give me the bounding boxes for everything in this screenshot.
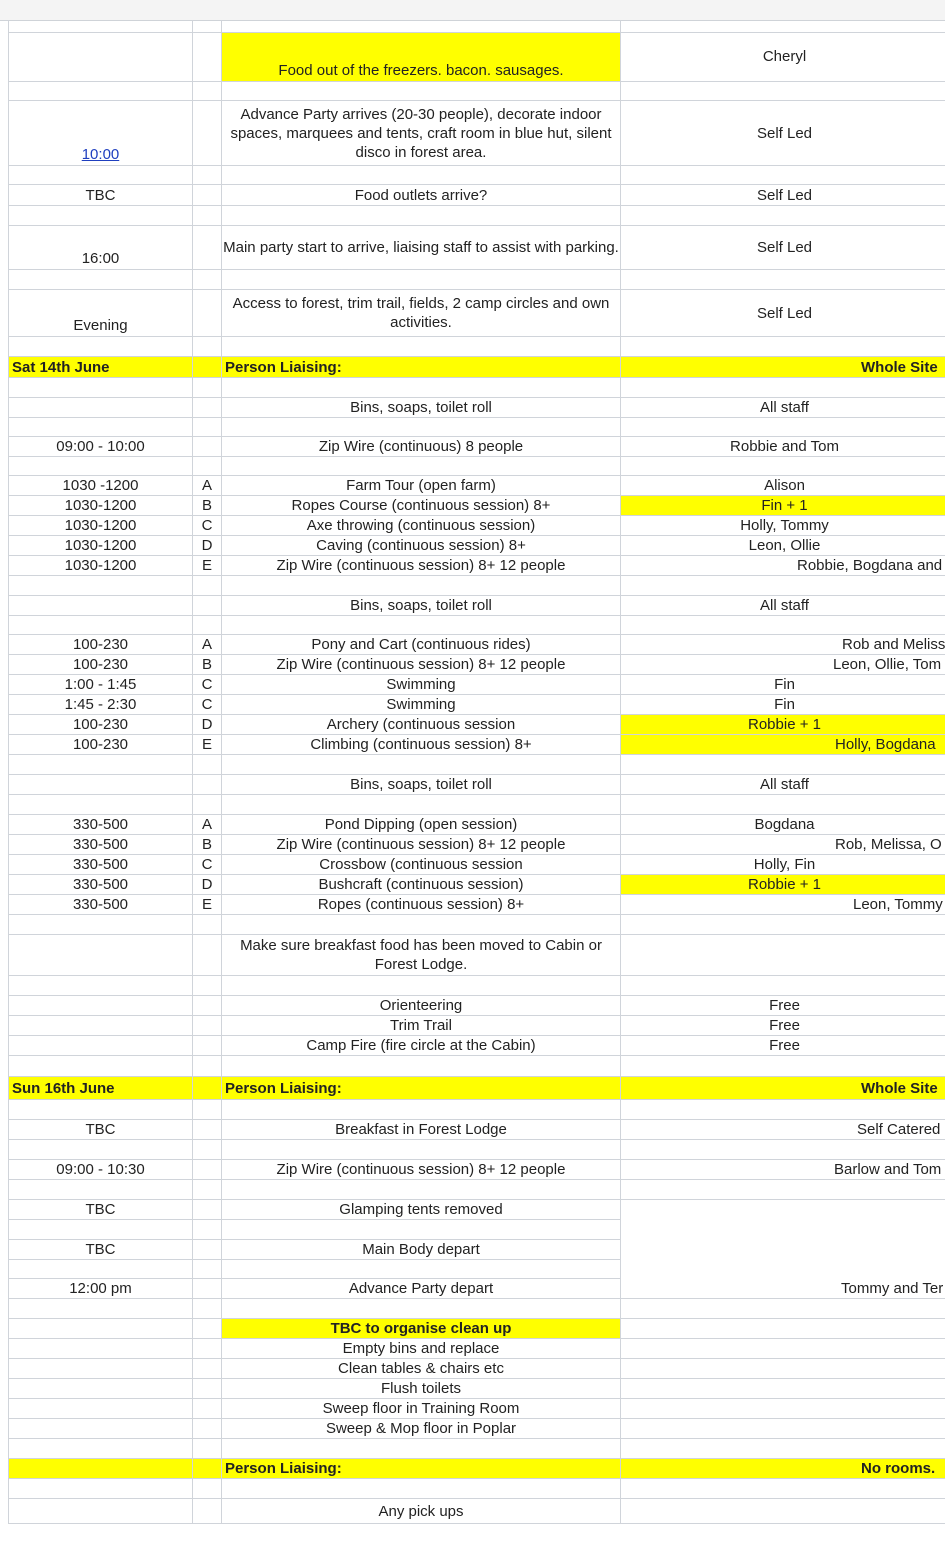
day-label[interactable]: Sat 14th June	[8, 357, 192, 378]
activity-cell[interactable]: Breakfast in Forest Lodge	[221, 1120, 620, 1140]
table-row[interactable]	[0, 935, 945, 976]
table-row[interactable]	[0, 1279, 945, 1299]
cleanup-task[interactable]: Clean tables & chairs etc	[221, 1359, 620, 1379]
time-cell[interactable]: 1030-1200	[8, 516, 192, 536]
group-code[interactable]: A	[192, 815, 221, 835]
table-row[interactable]	[0, 1036, 945, 1056]
staff-cell[interactable]: Holly, Fin	[620, 855, 945, 875]
table-row[interactable]	[0, 635, 945, 655]
spacer-row	[0, 1180, 945, 1200]
staff-cell[interactable]: Free	[620, 1036, 945, 1056]
table-row[interactable]	[0, 1160, 945, 1180]
day-header-row[interactable]	[0, 1077, 945, 1100]
activity-cell[interactable]: Swimming	[221, 675, 620, 695]
staff-cell[interactable]: Robbie, Bogdana and	[620, 556, 945, 576]
time-cell[interactable]: 330-500	[8, 815, 192, 835]
activity-cell[interactable]: Climbing (continuous session) 8+	[221, 735, 620, 755]
time-cell[interactable]: 330-500	[8, 875, 192, 895]
staff-cell[interactable]: Robbie and Tom	[620, 437, 945, 457]
time-cell[interactable]: 1:00 - 1:45	[8, 675, 192, 695]
table-row[interactable]	[0, 655, 945, 675]
liaison-value[interactable]: Whole Site	[620, 1077, 945, 1100]
table-row[interactable]	[0, 695, 945, 715]
activity-cell[interactable]: Advance Party depart	[221, 1279, 620, 1299]
staff-cell[interactable]: Self Led	[620, 290, 945, 337]
time-cell[interactable]: 330-500	[8, 835, 192, 855]
list-item[interactable]	[0, 1339, 945, 1359]
spacer-row	[0, 457, 945, 476]
spacer-row	[0, 1100, 945, 1120]
staff-cell[interactable]: Self Led	[620, 101, 945, 166]
time-cell[interactable]: 330-500	[8, 855, 192, 875]
table-row[interactable]	[0, 1240, 945, 1260]
table-row[interactable]	[0, 101, 945, 166]
staff-cell[interactable]: Robbie + 1	[620, 715, 945, 735]
table-row[interactable]	[0, 1499, 945, 1524]
group-code[interactable]: C	[192, 695, 221, 715]
time-cell[interactable]: 1:45 - 2:30	[8, 695, 192, 715]
cleanup-task[interactable]: Sweep floor in Training Room	[221, 1399, 620, 1419]
spacer-row	[0, 795, 945, 815]
staff-cell[interactable]: Holly, Tommy	[620, 516, 945, 536]
activity-cell[interactable]: Glamping tents removed	[221, 1200, 620, 1220]
staff-cell[interactable]: Leon, Ollie, Tom	[620, 655, 945, 675]
staff-cell[interactable]: All staff	[620, 398, 945, 418]
liaison-row[interactable]	[0, 1459, 945, 1479]
activity-cell[interactable]: Farm Tour (open farm)	[221, 476, 620, 496]
staff-cell[interactable]: Fin	[620, 695, 945, 715]
spacer-row	[0, 1260, 945, 1279]
list-item[interactable]	[0, 1399, 945, 1419]
group-code[interactable]: E	[192, 895, 221, 915]
spacer-row	[0, 337, 945, 357]
table-row[interactable]	[0, 715, 945, 735]
group-code[interactable]: C	[192, 516, 221, 536]
activity-cell[interactable]: Orienteering	[221, 996, 620, 1016]
staff-cell[interactable]: Free	[620, 1016, 945, 1036]
time-cell[interactable]: 1030-1200	[8, 496, 192, 516]
list-item[interactable]	[0, 1379, 945, 1399]
table-row[interactable]	[0, 835, 945, 855]
liaison-label[interactable]: Person Liaising:	[221, 1459, 620, 1479]
time-cell[interactable]: TBC	[8, 1240, 192, 1260]
table-row[interactable]	[0, 33, 945, 82]
spacer-row	[0, 166, 945, 185]
table-row[interactable]	[0, 675, 945, 695]
table-row[interactable]	[0, 735, 945, 755]
time-cell[interactable]: 100-230	[8, 715, 192, 735]
time-cell[interactable]: Evening	[8, 290, 192, 337]
table-row[interactable]	[0, 1200, 945, 1220]
activity-cell[interactable]: Swimming	[221, 695, 620, 715]
activity-cell[interactable]: Trim Trail	[221, 1016, 620, 1036]
group-code[interactable]: D	[192, 715, 221, 735]
group-code[interactable]: B	[192, 496, 221, 516]
table-row[interactable]	[0, 1120, 945, 1140]
table-row[interactable]	[0, 855, 945, 875]
spacer-row	[0, 576, 945, 596]
time-cell[interactable]	[8, 101, 192, 166]
staff-cell[interactable]: Self Catered	[620, 1120, 945, 1140]
group-code[interactable]: B	[192, 655, 221, 675]
group-code[interactable]: D	[192, 875, 221, 895]
staff-cell[interactable]: Tommy and Ter	[620, 1279, 945, 1299]
spacer-row	[0, 1056, 945, 1077]
group-code[interactable]: E	[192, 735, 221, 755]
liaison-label[interactable]: Person Liaising:	[221, 357, 620, 378]
group-code[interactable]: B	[192, 835, 221, 855]
time-cell[interactable]: 100-230	[8, 735, 192, 755]
time-cell[interactable]: 100-230	[8, 655, 192, 675]
activity-cell[interactable]: Pony and Cart (continuous rides)	[221, 635, 620, 655]
spacer-row	[0, 1140, 945, 1160]
liaison-value[interactable]: No rooms.	[620, 1459, 945, 1479]
activity-cell[interactable]: Pond Dipping (open session)	[221, 815, 620, 835]
staff-cell[interactable]: Bogdana	[620, 815, 945, 835]
spacer-row	[0, 270, 945, 290]
time-cell[interactable]: 16:00	[8, 226, 192, 270]
activity-cell[interactable]: Axe throwing (continuous session)	[221, 516, 620, 536]
activity-cell[interactable]: Crossbow (continuous session	[221, 855, 620, 875]
activity-cell[interactable]: Zip Wire (continuous session) 8+ 12 people	[221, 556, 620, 576]
table-row[interactable]	[0, 536, 945, 556]
spacer-row	[0, 976, 945, 996]
activity-cell[interactable]: Make sure breakfast food has been moved to Cabin or Forest Lodge.	[221, 935, 620, 976]
table-row[interactable]	[0, 775, 945, 795]
table-row[interactable]	[0, 226, 945, 270]
activity-cell[interactable]: Food outlets arrive?	[221, 185, 620, 206]
cleanup-task[interactable]: Flush toilets	[221, 1379, 620, 1399]
staff-cell[interactable]: Holly, Bogdana	[620, 735, 945, 755]
group-code[interactable]: C	[192, 855, 221, 875]
sheet-top-header	[0, 0, 945, 21]
group-code[interactable]: A	[192, 476, 221, 496]
spacer-row	[0, 755, 945, 775]
table-row[interactable]	[0, 398, 945, 418]
time-cell[interactable]: 1030 -1200	[8, 476, 192, 496]
time-cell[interactable]: TBC	[8, 1120, 192, 1140]
cleanup-heading-row[interactable]	[0, 1319, 945, 1339]
time-cell[interactable]: 1030-1200	[8, 536, 192, 556]
time-link[interactable]: 10:00	[81, 146, 120, 163]
staff-cell[interactable]: Leon, Ollie	[620, 536, 945, 556]
activity-cell[interactable]: Caving (continuous session) 8+	[221, 536, 620, 556]
activity-cell[interactable]: Food out of the freezers. bacon. sausages.	[221, 33, 620, 82]
table-row[interactable]	[0, 996, 945, 1016]
activity-cell[interactable]: Ropes (continuous session) 8+	[221, 895, 620, 915]
spacer-row	[0, 378, 945, 398]
staff-cell[interactable]: Rob and Meliss	[620, 635, 945, 655]
table-row[interactable]	[0, 496, 945, 516]
table-row[interactable]	[0, 556, 945, 576]
activity-cell[interactable]: Bushcraft (continuous session)	[221, 875, 620, 895]
time-cell[interactable]: 09:00 - 10:30	[8, 1160, 192, 1180]
list-item[interactable]	[0, 1359, 945, 1379]
table-row[interactable]	[0, 476, 945, 496]
time-cell[interactable]: 09:00 - 10:00	[8, 437, 192, 457]
table-row[interactable]	[0, 815, 945, 835]
cleanup-task[interactable]: Empty bins and replace	[221, 1339, 620, 1359]
staff-cell[interactable]: Robbie + 1	[620, 875, 945, 895]
staff-cell[interactable]: Leon, Tommy	[620, 895, 945, 915]
table-row[interactable]	[0, 290, 945, 337]
time-cell[interactable]: TBC	[8, 185, 192, 206]
table-row[interactable]	[0, 596, 945, 616]
time-cell[interactable]: TBC	[8, 1200, 192, 1220]
group-code[interactable]: A	[192, 635, 221, 655]
time-cell[interactable]: 1030-1200	[8, 556, 192, 576]
table-row[interactable]	[0, 875, 945, 895]
activity-cell[interactable]: Bins, soaps, toilet roll	[221, 596, 620, 616]
staff-cell[interactable]: All staff	[620, 775, 945, 795]
staff-cell[interactable]: Free	[620, 996, 945, 1016]
staff-cell[interactable]: Rob, Melissa, O	[620, 835, 945, 855]
group-code[interactable]: C	[192, 675, 221, 695]
spacer-row	[0, 82, 945, 101]
staff-cell[interactable]: Barlow and Tom	[620, 1160, 945, 1180]
time-cell[interactable]: 100-230	[8, 635, 192, 655]
day-label[interactable]: Sun 16th June	[8, 1077, 192, 1100]
staff-cell[interactable]: Self Led	[620, 226, 945, 270]
spacer-row	[0, 1439, 945, 1459]
spacer-row	[0, 418, 945, 437]
activity-cell[interactable]: Access to forest, trim trail, fields, 2 camp circles and own activities.	[221, 290, 620, 337]
activity-cell[interactable]: Bins, soaps, toilet roll	[221, 398, 620, 418]
activity-cell[interactable]: Any pick ups	[221, 1499, 620, 1524]
spacer-row	[0, 1299, 945, 1319]
activity-cell[interactable]: Main Body depart	[221, 1240, 620, 1260]
list-item[interactable]	[0, 1419, 945, 1439]
activity-cell[interactable]: Zip Wire (continuous session) 8+ 12 people	[221, 835, 620, 855]
activity-cell[interactable]: Bins, soaps, toilet roll	[221, 775, 620, 795]
activity-cell[interactable]: Main party start to arrive, liaising staff to assist with parking.	[221, 226, 620, 270]
table-row[interactable]	[0, 1016, 945, 1036]
liaison-value[interactable]: Whole Site	[620, 357, 945, 378]
spacer-row	[0, 915, 945, 935]
activity-cell[interactable]: Advance Party arrives (20-30 people), decorate indoor spaces, marquees and tents, craft room in blue hut, silent disco in forest area.	[221, 101, 620, 166]
group-code[interactable]: D	[192, 536, 221, 556]
activity-cell[interactable]: Zip Wire (continuous session) 8+ 12 people	[221, 1160, 620, 1180]
spacer-row	[0, 20, 945, 33]
group-code[interactable]: E	[192, 556, 221, 576]
spacer-row	[0, 206, 945, 226]
table-row[interactable]	[0, 185, 945, 206]
liaison-label[interactable]: Person Liaising:	[221, 1077, 620, 1100]
staff-cell[interactable]: Fin	[620, 675, 945, 695]
staff-cell[interactable]: Self Led	[620, 185, 945, 206]
staff-cell[interactable]: All staff	[620, 596, 945, 616]
table-row[interactable]	[0, 437, 945, 457]
activity-cell[interactable]: Camp Fire (fire circle at the Cabin)	[221, 1036, 620, 1056]
spacer-row	[0, 616, 945, 635]
spacer-row	[0, 1220, 945, 1240]
staff-cell[interactable]: Alison	[620, 476, 945, 496]
day-header-row[interactable]	[0, 357, 945, 378]
cleanup-task[interactable]: Sweep & Mop floor in Poplar	[221, 1419, 620, 1439]
time-cell[interactable]: 12:00 pm	[8, 1279, 192, 1299]
cleanup-heading[interactable]: TBC to organise clean up	[221, 1319, 620, 1339]
activity-cell[interactable]: Zip Wire (continuous) 8 people	[221, 437, 620, 457]
activity-cell[interactable]: Archery (continuous session	[221, 715, 620, 735]
staff-cell[interactable]: Cheryl	[620, 33, 945, 82]
table-row[interactable]	[0, 895, 945, 915]
activity-cell[interactable]: Zip Wire (continuous session) 8+ 12 people	[221, 655, 620, 675]
spacer-row	[0, 1479, 945, 1499]
activity-cell[interactable]: Ropes Course (continuous session) 8+	[221, 496, 620, 516]
time-cell[interactable]: 330-500	[8, 895, 192, 915]
table-row[interactable]	[0, 516, 945, 536]
staff-cell[interactable]: Fin + 1	[620, 496, 945, 516]
